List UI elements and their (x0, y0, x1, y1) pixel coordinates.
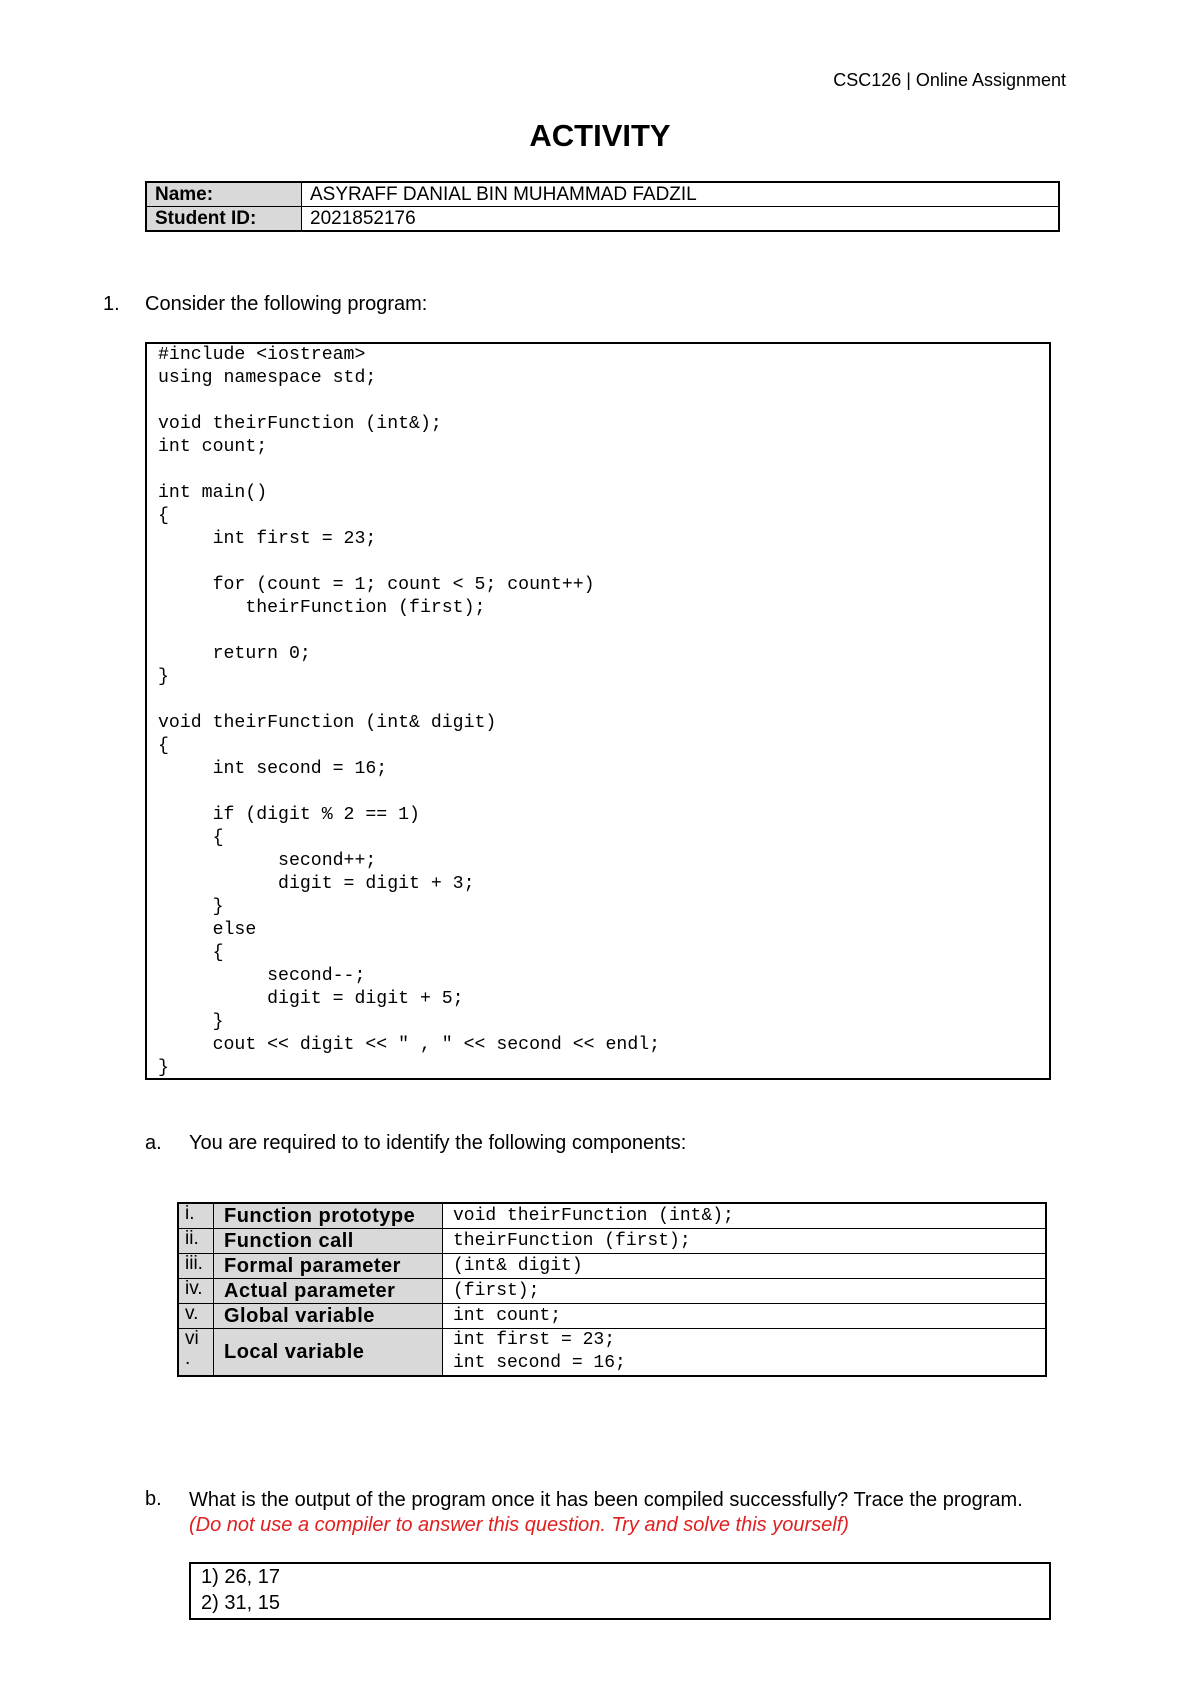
question-b-prompt: What is the output of the program once it has been compiled successfully? Trace the program. (189, 1489, 1023, 1511)
component-value (443, 1229, 1047, 1254)
name-label: Name: (146, 182, 302, 207)
component-row (178, 1279, 1046, 1304)
component-value (443, 1279, 1047, 1304)
component-name: Function call (214, 1229, 443, 1254)
component-row (178, 1329, 1046, 1377)
component-value-line: (int& digit) (453, 1255, 583, 1276)
component-number: ii. (178, 1229, 214, 1254)
component-value (443, 1329, 1047, 1377)
component-name: Actual parameter (214, 1279, 443, 1304)
component-value-line: void theirFunction (int&); (453, 1205, 734, 1226)
component-value-line: int count; (453, 1305, 562, 1326)
component-row (178, 1304, 1046, 1329)
components-table (177, 1202, 1047, 1377)
student-info-table (145, 181, 1060, 232)
component-number: iv. (178, 1279, 214, 1304)
name-value: ASYRAFF DANIAL BIN MUHAMMAD FADZIL (302, 182, 1060, 207)
component-value (443, 1304, 1047, 1329)
component-value (443, 1254, 1047, 1279)
component-number: v. (178, 1304, 214, 1329)
component-value-line: theirFunction (first); (453, 1230, 691, 1251)
question-1-number: 1. (103, 293, 120, 315)
question-b-letter: b. (145, 1488, 162, 1510)
component-row (178, 1254, 1046, 1279)
component-value-line: int first = 23; (453, 1330, 616, 1350)
page-header: CSC126 | Online Assignment (833, 70, 1066, 90)
name-row (146, 182, 1059, 207)
program-code: #include <iostream> using namespace std; void theirFunction (int&); int count; int main() { int first = 23; for (count = 1; count < 5; count++) theirFunction (first); return 0; } void theirFunction (int& digit) { int second = 16; if (digit % 2 == 1) { second++; digit = digit + 3; } else { second--; digit = digit + 5; } cout << digit << " , " << second << endl; } (158, 345, 661, 1078)
question-a-text: You are required to to identify the following components: (189, 1132, 687, 1154)
component-value-line: int second = 16; (453, 1353, 626, 1373)
component-number: i. (178, 1203, 214, 1229)
code-box (145, 342, 1051, 1080)
component-value-line: (first); (453, 1280, 540, 1301)
question-b-note: (Do not use a compiler to answer this question. Try and solve this yourself) (189, 1514, 849, 1536)
component-name: Function prototype (214, 1203, 443, 1229)
component-value (443, 1203, 1047, 1229)
answer-line-2: 2) 31, 15 (201, 1592, 280, 1614)
page-title: ACTIVITY (529, 118, 671, 153)
component-row (178, 1203, 1046, 1229)
answer-line-1: 1) 26, 17 (201, 1566, 280, 1588)
component-number: iii. (178, 1254, 214, 1279)
student-id-row (146, 207, 1059, 232)
student-id-value: 2021852176 (302, 207, 1060, 232)
question-a-letter: a. (145, 1132, 162, 1154)
component-name: Formal parameter (214, 1254, 443, 1279)
question-b-text (189, 1488, 1049, 1538)
component-number: vi . (178, 1329, 214, 1377)
question-1-text: Consider the following program: (145, 293, 428, 315)
answer-box (189, 1562, 1051, 1620)
student-id-label: Student ID: (146, 207, 302, 232)
components-table-body (178, 1203, 1046, 1376)
component-name: Global variable (214, 1304, 443, 1329)
component-name: Local variable (214, 1329, 443, 1377)
component-row (178, 1229, 1046, 1254)
